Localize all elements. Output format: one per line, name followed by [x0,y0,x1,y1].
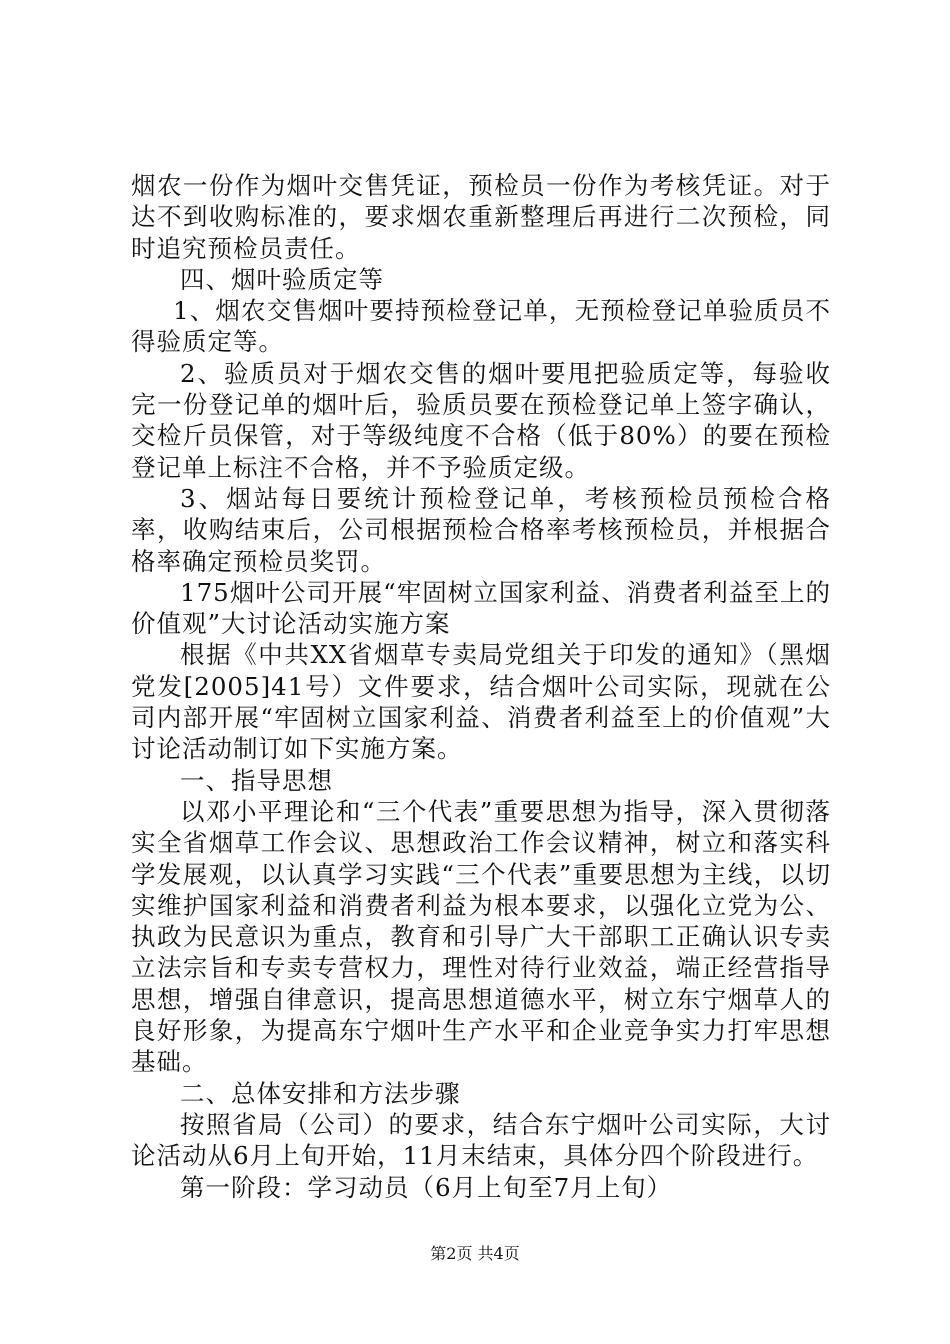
paragraph-continuation: 烟农一份作为烟叶交售凭证，预检员一份作为考核凭证。对于达不到收购标准的，要求烟农重新整理后再进行二次预检，同时追究预检员责任。 [131,171,831,263]
intro-paragraph: 根据《中共XX省烟草专卖局党组关于印发的通知》（黑烟党发[2005]41号）文件要求，结合烟叶公司实际，现就在公司内部开展“牢固树立国家利益、消费者利益至上的价值观”大讨论活动制订如下实施方案。 [131,640,831,764]
page-number-footer: 第2页 共4页 [430,1244,520,1263]
guiding-thought-paragraph: 以邓小平理论和“三个代表”重要思想为指导，深入贯彻落实全省烟草工作会议、思想政治工作会议精神，树立和落实科学发展观，以认真学习实践“三个代表”重要思想为主线，以切实维护国家利益和消费者利益为根本要求，以强化立党为公、执政为民意识为重点，教育和引导广大干部职工正确认识专卖立法宗旨和专卖专营权力，理性对待行业效益，端正经营指导思想，增强自律意识，提高思想道德水平，树立东宁烟草人的良好形象，为提高东宁烟叶生产水平和企业竞争实力打牢思想基础。 [131,796,831,1077]
phase-one-heading: 第一阶段：学习动员（6月上旬至7月上旬） [180,1172,673,1202]
list-item-1: 1、烟农交售烟叶要持预检登记单，无预检登记单验质员不得验质定等。 [131,296,831,357]
section-heading-2: 二、总体安排和方法步骤 [180,1078,461,1108]
list-item-3: 3、烟站每日要统计预检登记单，考核预检员预检合格率，收购结束后，公司根据预检合格率考核预检员，并根据合格率确定预检员奖罚。 [131,483,831,576]
arrangement-paragraph: 按照省局（公司）的要求，结合东宁烟叶公司实际，大讨论活动从6月上旬开始，11月末结束，具体分四个阶段进行。 [131,1109,831,1171]
section-heading-4: 四、烟叶验质定等 [180,264,384,294]
list-item-2: 2、验质员对于烟农交售的烟叶要甩把验质定等，每验收完一份登记单的烟叶后，验质员要在预检登记单上签字确认，交检斤员保管，对于等级纯度不合格（低于80%）的要在预检登记单上标注不合格，并不予验质定级。 [131,358,831,482]
document-title: 175烟叶公司开展“牢固树立国家利益、消费者利益至上的价值观”大讨论活动实施方案 [131,577,831,639]
document-body [131,170,831,1203]
section-heading-1: 一、指导思想 [180,765,333,795]
